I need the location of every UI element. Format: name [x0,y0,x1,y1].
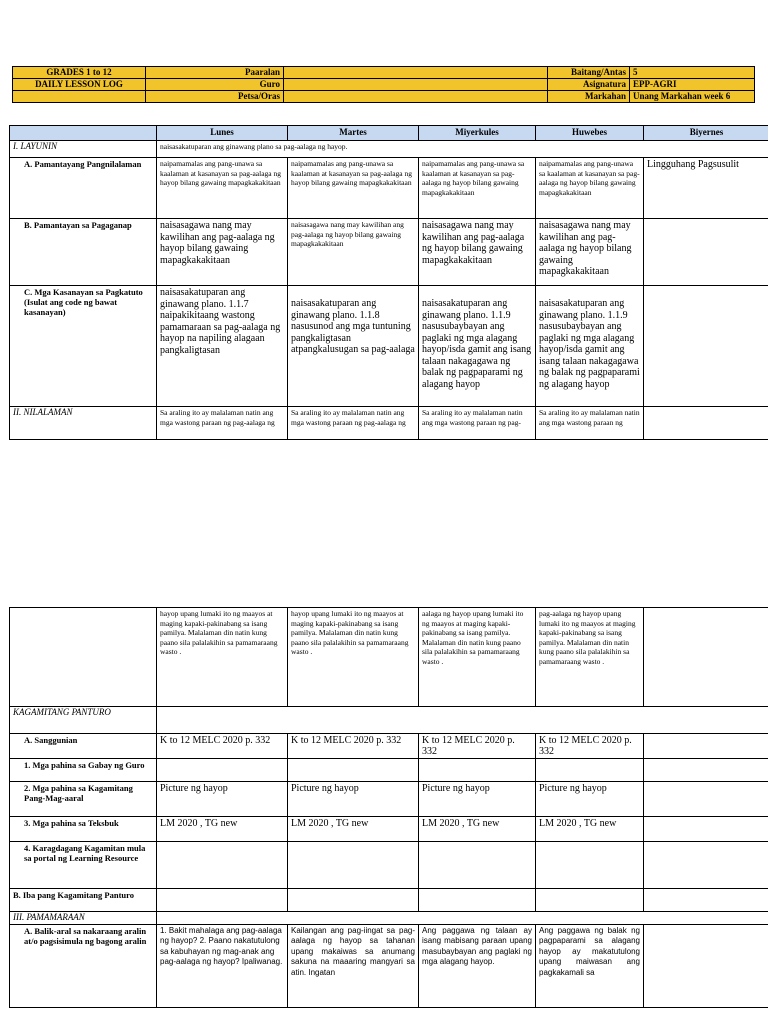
nilalaman-cont-cell: aalaga ng hayop upang lumaki ito ng maayos at maging kapaki-pakinabang sa isang pamilya. Malalaman din natin kung paano sila palalakihin sa pamamaraang wasto . [419,608,536,707]
kagamitan-label: KAGAMITANG PANTURO [10,707,157,734]
sanggunian-cell: K to 12 MELC 2020 p. 332 [536,734,644,759]
blank-cell [644,608,768,707]
teksbuk-cell: LM 2020 , TG new [157,817,288,842]
pamantayang-label: A. Pamantayang Pangnilalaman [10,158,157,219]
nilalaman-cell: Sa araling ito ay malalaman natin ang mga wastong paraan ng pag-aalaga ng [288,407,419,440]
blank-cell [644,817,768,842]
day-friday: Biyernes [644,126,768,141]
blank-cell [644,759,768,782]
kasanayan-cell: naisasakatuparan ang ginawang plano. 1.1.9 nasusubaybayan ang paglaki ng mga alagang hayop/isda gamit ang isang talaan nakagagawa ng balak ng pagpaparami ng alagang hayop [419,286,536,407]
balik-aral-cell: Kailangan ang pag-iingat sa pag-aalaga ng hayop sa tahanan upang makaiwas sa anumang sakuna na maaaring mangyari sa atin. Ingatan [288,924,419,1007]
kasanayan-cell: naisasakatuparan ang ginawang plano. 1.1.7 naipakikitaang wastong pamamaraan sa pag-aalaga ng hayop na napiling alagaan pangkaligtasan [157,286,288,407]
sanggunian-cell: K to 12 MELC 2020 p. 332 [419,734,536,759]
pamamaraan-blank [157,912,768,925]
day-monday: Lunes [157,126,288,141]
pagganap-cell: naisasagawa nang may kawilihan ang pag-aalaga ng hayop bilang gawaing mapagkakakitaan [536,219,644,286]
sanggunian-cell: K to 12 MELC 2020 p. 332 [157,734,288,759]
lesson-table-page2 [9,607,768,1008]
kagamitan-pang-cell: Picture ng hayop [536,782,644,817]
blank-cell [644,782,768,817]
blank-cell [536,759,644,782]
blank-cell [644,842,768,889]
blank-cell [288,842,419,889]
pagganap-cell: naisasagawa nang may kawilihan ang pag-aalaga ng hayop bilang gawaing mapagkakakitaan [288,219,419,286]
nilalaman-label: II. NILALAMAN [10,407,157,440]
blank-cell [419,842,536,889]
baitang-value[interactable]: 5 [630,67,755,79]
balik-aral-cell: Ang paggawa ng talaan ay isang mabisang paraan upang masubaybayan ang paglaki ng mga alagang hayop. [419,924,536,1007]
blank-cell [419,889,536,912]
kagamitan-pang-label: 2. Mga pahina sa Kagamitang Pang-Mag-aaral [10,782,157,817]
kasanayan-blank [644,286,768,407]
markahan-label: Markahan [548,91,630,103]
blank-cell [10,608,157,707]
blank-cell [157,889,288,912]
teksbuk-label: 3. Mga pahina sa Teksbuk [10,817,157,842]
paaralan-value[interactable] [284,67,548,79]
lingguhang-pagsusulit: Lingguhang Pagsusulit [644,158,768,219]
pamamaraan-label: III. PAMAMARAAN [10,912,157,925]
blank-cell [157,842,288,889]
kasanayan-cell: naisasakatuparan ang ginawang plano. 1.1.8 nasusunod ang mga tuntuning pangkaligtasan atpangkalusugan sa pag-aalaga [288,286,419,407]
pagganap-cell: naisasagawa nang may kawilihan ang pag-aalaga ng hayop bilang gawaing mapagkakakitaan [157,219,288,286]
blank-header [10,126,157,141]
balik-aral-cell: 1. Bakit mahalaga ang pag-aalaga ng hayop? 2. Paano nakatutulong sa kabuhayan ng mag-anak ang pag-aalaga ng hayop? Ipaliwanag. [157,924,288,1007]
pagganap-label: B. Pamantayan sa Pagaganap [10,219,157,286]
blank-cell [644,889,768,912]
nilalaman-cont-cell: hayop upang lumaki ito ng maayos at maging kapaki-pakinabang sa isang pamilya. Malalaman din natin kung paano sila palalakihin sa pamamaraang wasto . [288,608,419,707]
nilalaman-blank [644,407,768,440]
layunin-text: naisasakatuparan ang ginawang plano sa pag-aalaga ng hayop. [157,141,768,158]
sanggunian-label: A. Sanggunian [10,734,157,759]
pagganap-cell: naisasagawa nang may kawilihan ang pag-aalaga ng hayop bilang gawaing mapagkakakitaan [419,219,536,286]
lesson-table-page1 [9,125,768,440]
teksbuk-cell: LM 2020 , TG new [536,817,644,842]
blank-cell [419,759,536,782]
guro-label: Guro [146,79,284,91]
kagamitan-pang-cell: Picture ng hayop [419,782,536,817]
sanggunian-cell: K to 12 MELC 2020 p. 332 [288,734,419,759]
header-table [12,66,755,103]
balik-aral-label: A. Balik-aral sa nakaraang aralin at/o pagsisimula ng bagong aralin [10,924,157,1007]
asignatura-label: Asignatura [548,79,630,91]
iba-label: B. Iba pang Kagamitang Panturo [10,889,157,912]
nilalaman-cell: Sa araling ito ay malalaman natin ang mga wastong paraan ng pag- [419,407,536,440]
blank-cell [536,842,644,889]
teksbuk-cell: LM 2020 , TG new [288,817,419,842]
day-header-row [10,126,768,141]
blank-cell [644,734,768,759]
asignatura-value[interactable]: EPP-AGRI [630,79,755,91]
blank-cell [644,924,768,1007]
kagamitan-pang-cell: Picture ng hayop [288,782,419,817]
teksbuk-cell: LM 2020 , TG new [419,817,536,842]
petsa-value[interactable] [284,91,548,103]
grade-label: GRADES 1 to 12 [13,67,146,79]
day-thursday: Huwebes [536,126,644,141]
blank-cell [288,759,419,782]
day-tuesday: Martes [288,126,419,141]
pamantayang-cell: naipamamalas ang pang-unawa sa kaalaman at kasanayan sa pag-aalaga ng hayop bilang gawaing mapagkakakitaan [419,158,536,219]
paaralan-label: Paaralan [146,67,284,79]
pamantayang-cell: naipamamalas ang pang-unawa sa kaalaman at kasanayan sa pag-aalaga ng hayop bilang gawaing mapagkakakitaan [288,158,419,219]
karagdagang-label: 4. Karagdagang Kagamitan mula sa portal ng Learning Resource [10,842,157,889]
pamantayang-cell: naipamamalas ang pang-unawa sa kaalaman at kasanayan sa pag-aalaga ng hayop bilang gawaing mapagkakakitaan [157,158,288,219]
baitang-label: Baitang/Antas [548,67,630,79]
blank-cell [13,91,146,103]
blank-cell [157,759,288,782]
markahan-value[interactable]: Unang Markahan week 6 [630,91,755,103]
guro-value[interactable] [284,79,548,91]
log-label: DAILY LESSON LOG [13,79,146,91]
petsa-label: Petsa/Oras [146,91,284,103]
nilalaman-cont-cell: hayop upang lumaki ito ng maayos at maging kapaki-pakinabang sa isang pamilya. Malalaman din natin kung paano sila palalakihin sa pamamaraang wasto . [157,608,288,707]
kagamitan-blank [157,707,768,734]
day-wednesday: Miyerkules [419,126,536,141]
gabay-label: 1. Mga pahina sa Gabay ng Guro [10,759,157,782]
blank-cell [288,889,419,912]
pamantayang-cell: naipamamalas ang pang-unawa sa kaalaman at kasanayan sa pag-aalaga ng hayop bilang gawaing mapagkakakitaan [536,158,644,219]
layunin-label: I. LAYUNIN [10,141,157,158]
nilalaman-cell: Sa araling ito ay malalaman natin ang mga wastong paraan ng [536,407,644,440]
blank-cell [536,889,644,912]
kasanayan-label: C. Mga Kasanayan sa Pagkatuto (Isulat ang code ng bawat kasanayan) [10,286,157,407]
nilalaman-cell: Sa araling ito ay malalaman natin ang mga wastong paraan ng pag-aalaga ng [157,407,288,440]
kagamitan-pang-cell: Picture ng hayop [157,782,288,817]
kasanayan-cell: naisasakatuparan ang ginawang plano. 1.1.9 nasusubaybayan ang paglaki ng mga alagang hayop/isda gamit ang isang talaan nakagagawa ng balak ng pagpaparami ng alagang hayop [536,286,644,407]
balik-aral-cell: Ang paggawa ng balak ng pagpaparami sa alagang hayop ay makatutulong upang maiwasan ang pagkakamali sa [536,924,644,1007]
pagganap-blank [644,219,768,286]
nilalaman-cont-cell: pag-aalaga ng hayop upang lumaki ito ng maayos at maging kapaki-pakinabang sa isang pamilya. Malalaman din natin kung paano sila palalakihin sa pamamaraang wasto . [536,608,644,707]
